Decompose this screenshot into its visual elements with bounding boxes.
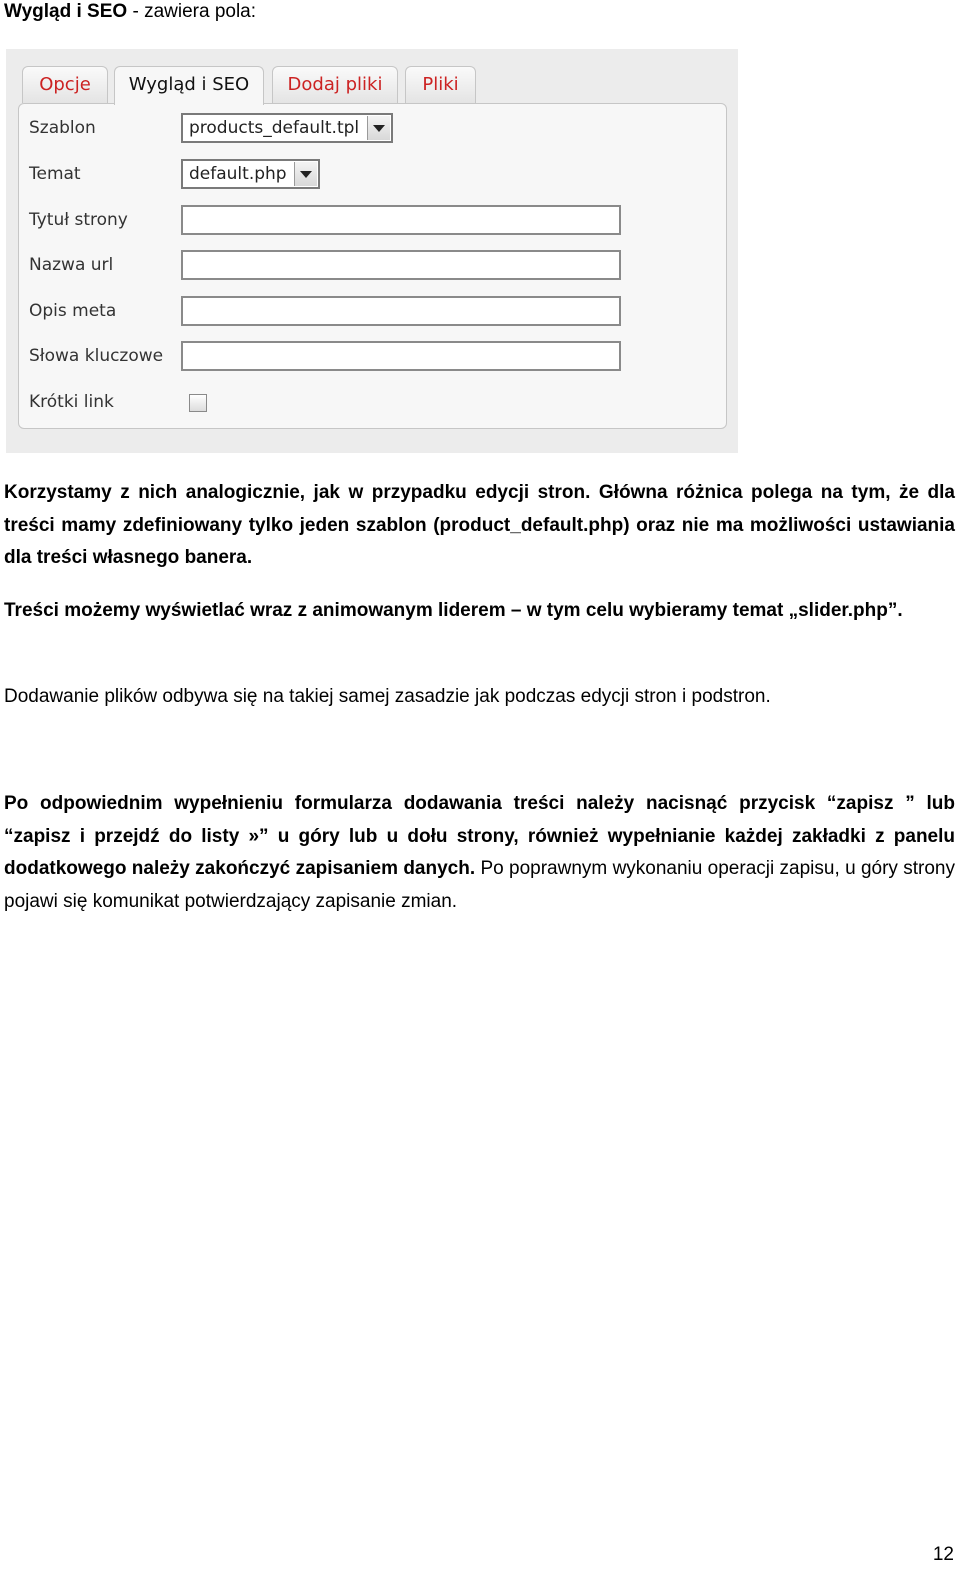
heading-bold: Wygląd i SEO [4, 1, 128, 22]
slowa-kluczowe-input[interactable] [181, 341, 621, 371]
paragraph-3-text: Dodawanie plików odbywa się na takiej samej zasadzie jak podczas edycji stron i podstron. [4, 686, 771, 707]
opis-meta-input[interactable] [181, 296, 621, 326]
label-szablon: Szablon [29, 118, 96, 138]
label-slowa-kluczowe: Słowa kluczowe [29, 346, 164, 366]
tab-dodaj-pliki[interactable]: Dodaj pliki [272, 66, 398, 103]
tab-wyglad-seo[interactable]: Wygląd i SEO [114, 66, 264, 105]
label-temat: Temat [29, 164, 81, 184]
paragraph-2-text: Treści możemy wyświetlać wraz z animowanym liderem – w tym celu wybieramy temat „slider.php”. [4, 600, 903, 621]
page-number: 12 [932, 1544, 954, 1565]
settings-screenshot [6, 49, 738, 453]
dropdown-arrow-icon [294, 162, 317, 186]
szablon-select[interactable] [181, 113, 393, 143]
tytul-strony-input[interactable] [181, 205, 621, 235]
label-opis-meta: Opis meta [29, 301, 117, 321]
heading-rest: - zawiera pola: [127, 1, 257, 22]
paragraph-4 [4, 788, 955, 918]
paragraph-4-bold: Po odpowiednim wypełnieniu formularza dodawania treści należy nacisnąć przycisk “zapisz ” lub “zapisz i przejdź do listy »” u góry lub u dołu strony, również wypełnianie każdej zakładki z panelu dodatkowego należy zakończyć zapisaniem danych. [4, 793, 955, 879]
label-krotki-link: Krótki link [29, 392, 114, 412]
tab-opcje[interactable]: Opcje [22, 66, 108, 103]
tab-pliki[interactable]: Pliki [405, 66, 476, 103]
temat-value: default.php [189, 164, 287, 184]
paragraph-3 [4, 681, 955, 714]
paragraph-1-text: Korzystamy z nich analogicznie, jak w przypadku edycji stron. Główna różnica polega na tym, że dla treści mamy zdefiniowany tylko jeden szablon (product_default.php) oraz nie ma możliwości ustawiania dla treści własnego banera. [4, 482, 955, 568]
nazwa-url-input[interactable] [181, 250, 621, 280]
paragraph-1 [4, 477, 955, 575]
section-heading [4, 0, 256, 24]
szablon-value: products_default.tpl [189, 118, 360, 138]
settings-panel [18, 103, 727, 429]
dropdown-arrow-icon [367, 116, 390, 140]
paragraph-2 [4, 595, 955, 628]
paragraph-4-rest: Po poprawnym wykonaniu operacji zapisu, u góry strony pojawi się komunikat potwierdzający zapisanie zmian. [4, 858, 955, 912]
krotki-link-checkbox[interactable] [189, 394, 207, 412]
temat-select[interactable] [181, 159, 320, 189]
label-tytul-strony: Tytuł strony [29, 210, 128, 230]
label-nazwa-url: Nazwa url [29, 255, 114, 275]
